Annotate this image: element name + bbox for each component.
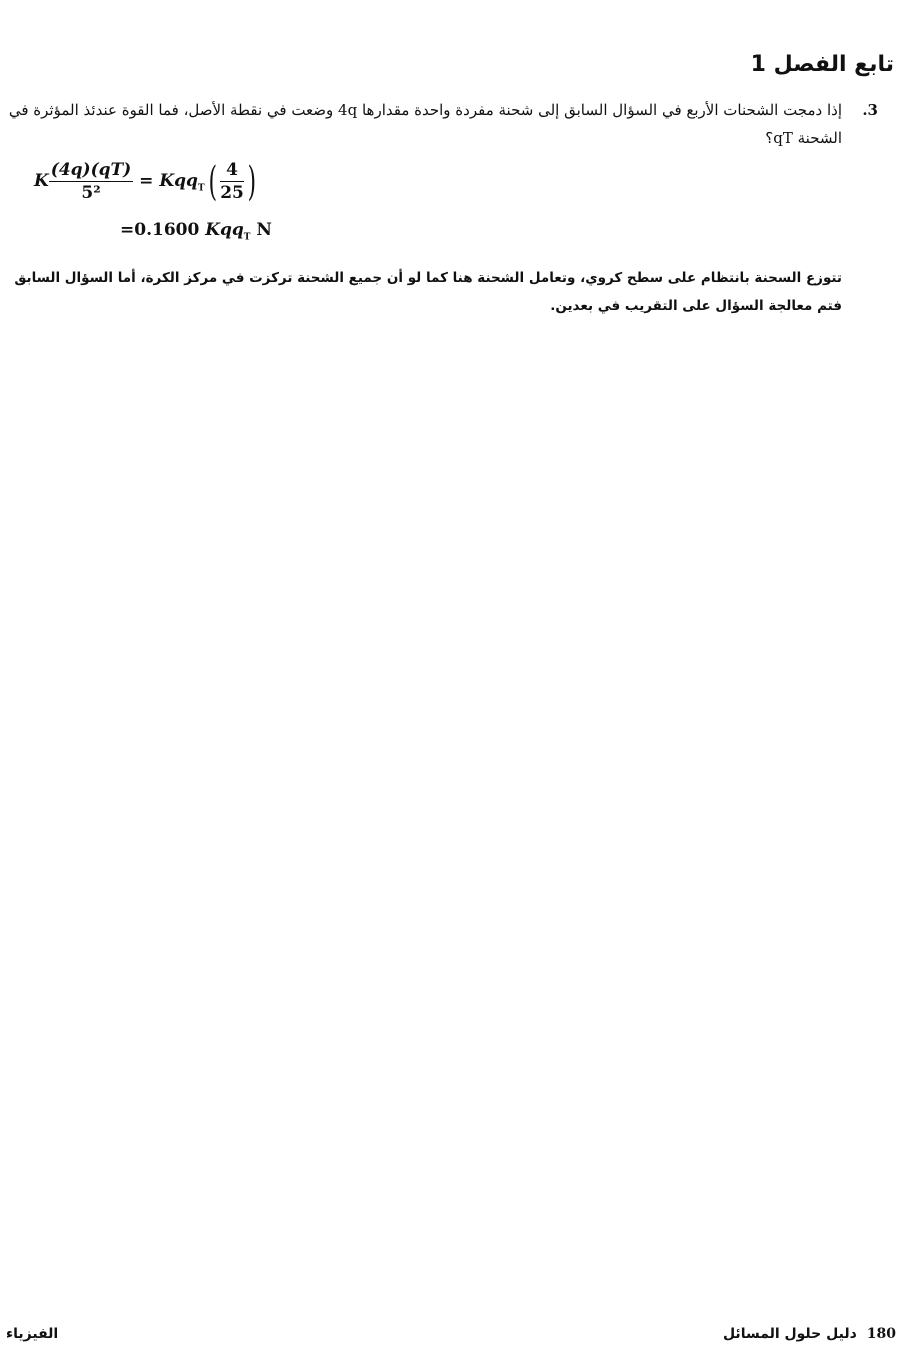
explanation-note: تتوزع السحنة بانتظام على سطح كروي، وتعامل الشحنة هنا كما لو أن جميع الشحنة تركزت في مركز الكرة، أما السؤال السابق فتم معالجة السؤال على التقريب في بعدين.	[14, 270, 842, 314]
rhs-numerator: 4	[220, 160, 244, 182]
page-number: 180	[866, 1326, 896, 1342]
right-paren: )	[247, 158, 256, 205]
rhs-subscript: T	[197, 183, 205, 194]
chapter-title: تابع الفصل 1	[750, 52, 894, 77]
solution-equation-line-2	[120, 220, 272, 242]
lhs-fraction	[49, 160, 133, 203]
rhs-prefix: Kqq	[159, 171, 198, 191]
lhs-denominator: 5²	[81, 183, 101, 203]
question-text: إذا دمجت الشحنات الأربع في السؤال السابق إلى شحنة مفردة واحدة مقدارها 4q وضعت في نقطة الأصل، فما القوة عندئذ المؤثرة في الشحنة qT؟	[8, 101, 842, 147]
page-footer	[0, 1318, 900, 1342]
result-subscript: T	[243, 232, 251, 243]
solution-equation-line-1	[34, 160, 259, 203]
result-unit: N	[256, 220, 272, 240]
equals-sign: =	[139, 171, 154, 191]
manual-title: دليل حلول المسائل	[722, 1326, 857, 1342]
question-block	[0, 96, 878, 152]
rhs-fraction	[220, 160, 244, 203]
question-number: .3	[862, 101, 878, 119]
footer-subject: الفيزياء	[6, 1326, 59, 1342]
coulomb-constant: K	[34, 171, 49, 191]
rhs-denominator: 25	[220, 183, 244, 203]
result-expr: Kqq	[205, 220, 244, 240]
footer-manual	[723, 1326, 896, 1342]
result-value: =0.1600	[120, 220, 200, 240]
lhs-numerator: (4q)(qT)	[50, 160, 132, 180]
left-paren: (	[208, 158, 217, 205]
